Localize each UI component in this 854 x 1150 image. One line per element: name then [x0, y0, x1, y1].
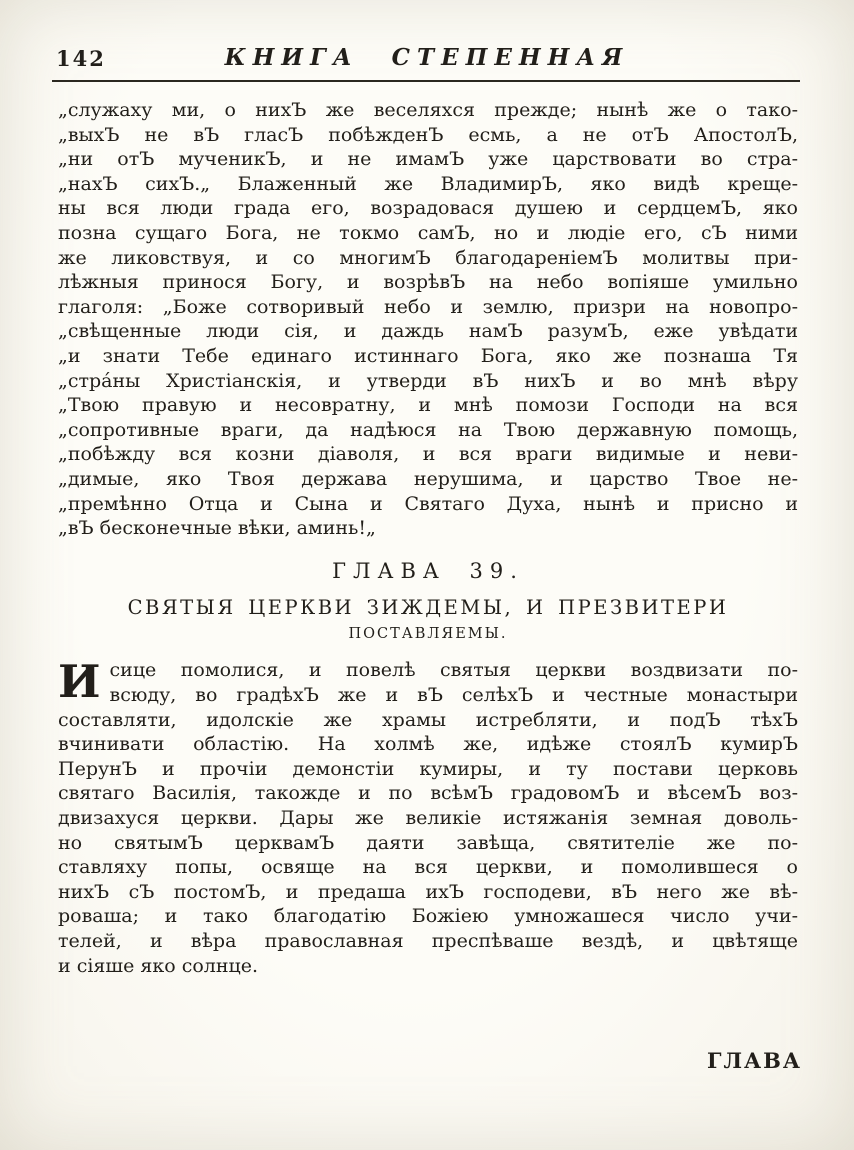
text-block [58, 98, 798, 978]
chapter-subheading: СВЯТЫЯ ЦЕРКВИ ЗИЖДЕМЫ, И ПРЕЗВИТЕРИ [127, 596, 729, 620]
chapter-subheading-2: ПОСТАВЛЯЕМЫ. [348, 625, 508, 642]
text-line: „Твою правую и несовратну, и мнѣ помози Господи на вся [58, 394, 798, 417]
chapter-heading: ГЛАВА 39. [332, 558, 524, 583]
paragraph-2-lines [58, 655, 798, 978]
text-line: и сіяше яко солнце. [58, 954, 259, 977]
text-line: ны вся люди града его, возрадовася душею и сердцемЪ, яко [58, 197, 798, 220]
paragraph-2 [58, 655, 798, 978]
text-line: вчинивати областію. На холмѣ же, идѣже стоялЪ кумирЪ [58, 733, 798, 756]
text-line: „свѣщенные люди сія, и даждь намЪ разумЪ, еже увѣдати [58, 320, 798, 343]
page-number: 142 [56, 46, 106, 71]
drop-cap-initial: И [58, 655, 101, 709]
text-line: но святымЪ церквамЪ даяти завѣща, святителіе же по- [58, 831, 798, 854]
text-line: всюду, во градѣхЪ же и вЪ селѣхЪ и честные монастыри [109, 684, 798, 707]
text-line: „служаху ми, о нихЪ же веселяхся прежде; нынѣ же о тако- [58, 99, 798, 121]
text-line: ставляху попы, освяще на вся церкви, и помолившеся о [58, 856, 798, 879]
text-line: „побѣжду вся козни діаволя, и вся враги видимые и неви- [58, 443, 798, 466]
text-line: „нахЪ сихЪ.„ Блаженный же ВладимирЪ, яко видѣ креще- [58, 172, 798, 195]
text-line: телей, и вѣра православная преспѣваше вездѣ, и цвѣтяще [58, 930, 798, 952]
text-line: двизахуся церкви. Дары же великіе истяжанія земная доволь- [58, 807, 798, 830]
text-line: „ни отЪ мученикЪ, и не имамЪ уже царствовати во стра- [58, 148, 798, 171]
text-line: „премѣнно Отца и Сына и Святаго Духа, нынѣ и присно и [58, 492, 798, 515]
paragraph-1 [58, 98, 798, 541]
text-line: „сопротивные враги, да надѣюся на Твою державную помощь, [58, 418, 798, 441]
text-line: лѣжныя принося Богу, и возрѣвЪ на небо вопіяше умильно [58, 271, 798, 294]
text-line: святаго Василія, такожде и по всѣмЪ градовомЪ и вѣсемЪ воз- [58, 782, 798, 805]
text-line: нихЪ сЪ постомЪ, и предаша ихЪ господеви, вЪ него же вѣ- [58, 880, 798, 903]
text-line: позна сущаго Бога, не токмо самЪ, но и людіе его, сЪ ними [58, 221, 798, 244]
text-line: „стра́ны Христіанскія, и утверди вЪ нихЪ и во мнѣ вѣру [58, 369, 798, 392]
text-line: ПерунЪ и прочіи демонстіи кумиры, и ту постави церковь [58, 757, 798, 780]
header-rule [52, 80, 800, 82]
text-line: „вЪ бесконечные вѣки, аминь!„ [58, 517, 376, 540]
text-line: глаголя: „Боже сотворивый небо и землю, призри на новопро- [58, 295, 798, 318]
text-line: „и знати Тебе единаго истиннаго Бога, яко же познаша Тя [58, 344, 798, 367]
catchword: ГЛАВА [706, 1048, 802, 1073]
text-line: сице помолися, и повелѣ святыя церкви воздвизати по- [109, 659, 798, 682]
text-line: „димые, яко Твоя держава нерушима, и царство Твое не- [58, 467, 798, 490]
text-line: роваша; и тако благодатію Божіею умножашеся число учи- [58, 905, 798, 928]
text-line: „выхЪ не вЪ гласЪ побѣжденЪ есмь, а не отЪ АпостолЪ, [58, 123, 798, 146]
running-title: КНИГА СТЕПЕННАЯ [224, 44, 630, 71]
text-line: составляти, идолскіе же храмы истребляти, и подЪ тѣхЪ [58, 708, 798, 731]
text-line: же ликовствуя, и со многимЪ благодареніемЪ молитвы при- [58, 246, 798, 269]
